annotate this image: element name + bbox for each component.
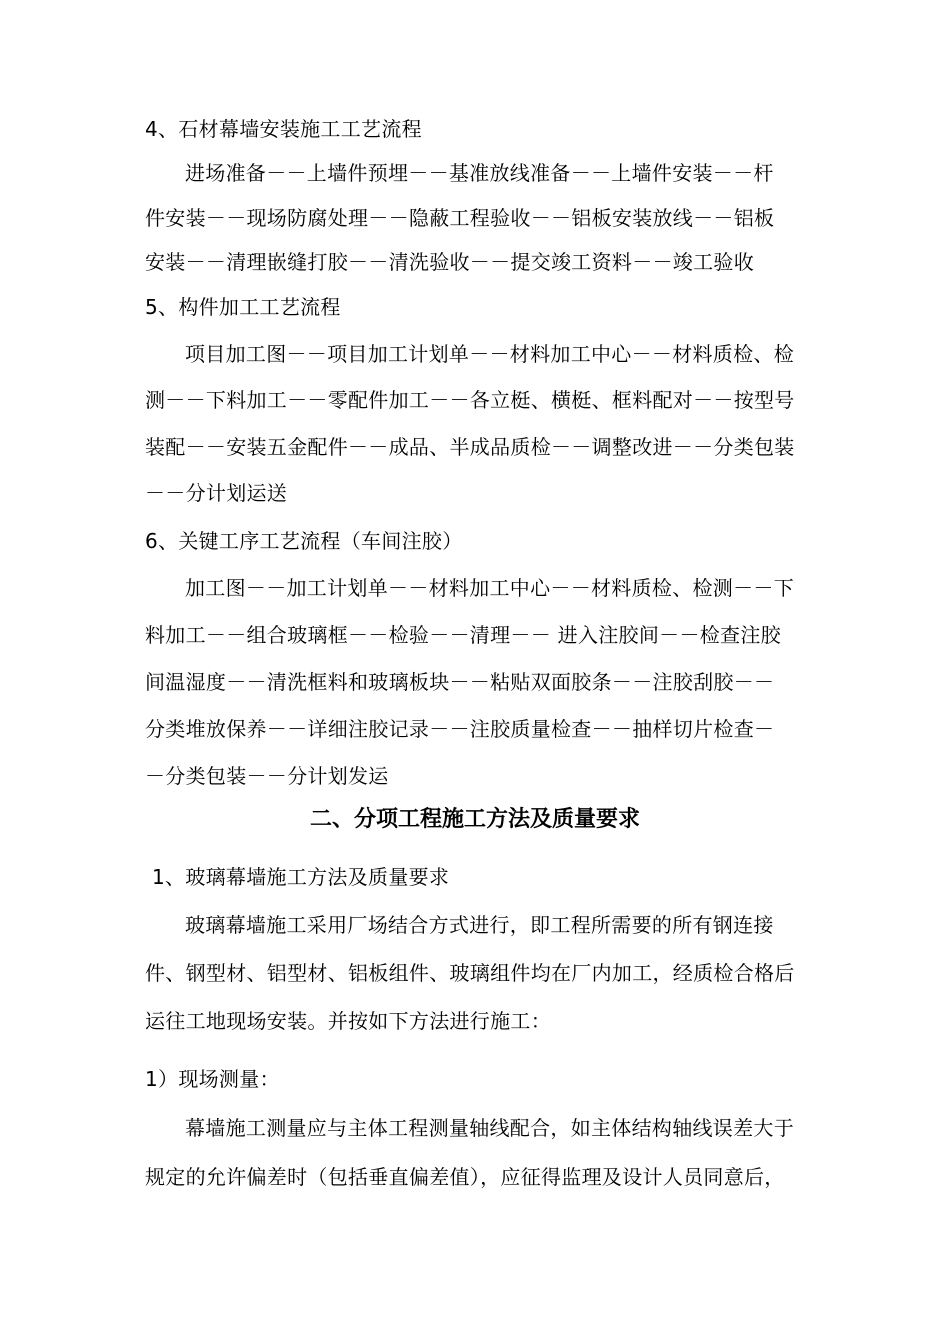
section-6-heading: 6、关键工序工艺流程（车间注胶）: [145, 529, 463, 553]
subsection-1-line-1: 玻璃幕墙施工采用厂场结合方式进行，即工程所需要的所有钢连接: [185, 913, 774, 937]
section-5-line-2: 测－－下料加工－－零配件加工－－各立梃、横梃、框料配对－－按型号: [145, 388, 795, 412]
section-6-line-1: 加工图－－加工计划单－－材料加工中心－－材料质检、检测－－下: [185, 576, 794, 600]
subsection-1-heading: 1、玻璃幕墙施工方法及质量要求: [152, 865, 450, 889]
chapter-2-title: 二、分项工程施工方法及质量要求: [309, 807, 640, 832]
section-4-line-1: 进场准备－－上墙件预埋－－基准放线准备－－上墙件安装－－杆: [185, 161, 774, 185]
item-1-heading: 1）现场测量：: [145, 1067, 280, 1091]
section-4-line-2: 件安装－－现场防腐处理－－隐蔽工程验收－－铝板安装放线－－铝板: [145, 206, 775, 230]
item-1-line-1: 幕墙施工测量应与主体工程测量轴线配合，如主体结构轴线误差大于: [185, 1116, 794, 1140]
section-5-line-4: －－分计划运送: [145, 481, 288, 505]
section-6-line-2: 料加工－－组合玻璃框－－检验－－清理－－ 进入注胶间－－检查注胶: [145, 623, 781, 647]
section-4-heading: 4、石材幕墙安装施工工艺流程: [145, 117, 422, 141]
section-5-line-3: 装配－－安装五金配件－－成品、半成品质检－－调整改进－－分类包装: [145, 435, 795, 459]
item-1-line-2: 规定的允许偏差时（包括垂直偏差值），应征得监理及设计人员同意后，: [145, 1165, 785, 1189]
section-5-line-1: 项目加工图－－项目加工计划单－－材料加工中心－－材料质检、检: [185, 342, 794, 366]
section-6-line-5: －分类包装－－分计划发运: [145, 764, 389, 788]
subsection-1-line-2: 件、钢型材、铝型材、铝板组件、玻璃组件均在厂内加工，经质检合格后: [145, 961, 795, 985]
section-5-heading: 5、构件加工工艺流程: [145, 295, 341, 319]
subsection-1-line-3: 运往工地现场安装。并按如下方法进行施工：: [145, 1009, 551, 1033]
section-6-line-3: 间温湿度－－清洗框料和玻璃板块－－粘贴双面胶条－－注胶刮胶－－: [145, 670, 775, 694]
section-6-line-4: 分类堆放保养－－详细注胶记录－－注胶质量检查－－抽样切片检查－: [145, 717, 775, 741]
section-4-line-3: 安装－－清理嵌缝打胶－－清洗验收－－提交竣工资料－－竣工验收: [145, 250, 754, 274]
